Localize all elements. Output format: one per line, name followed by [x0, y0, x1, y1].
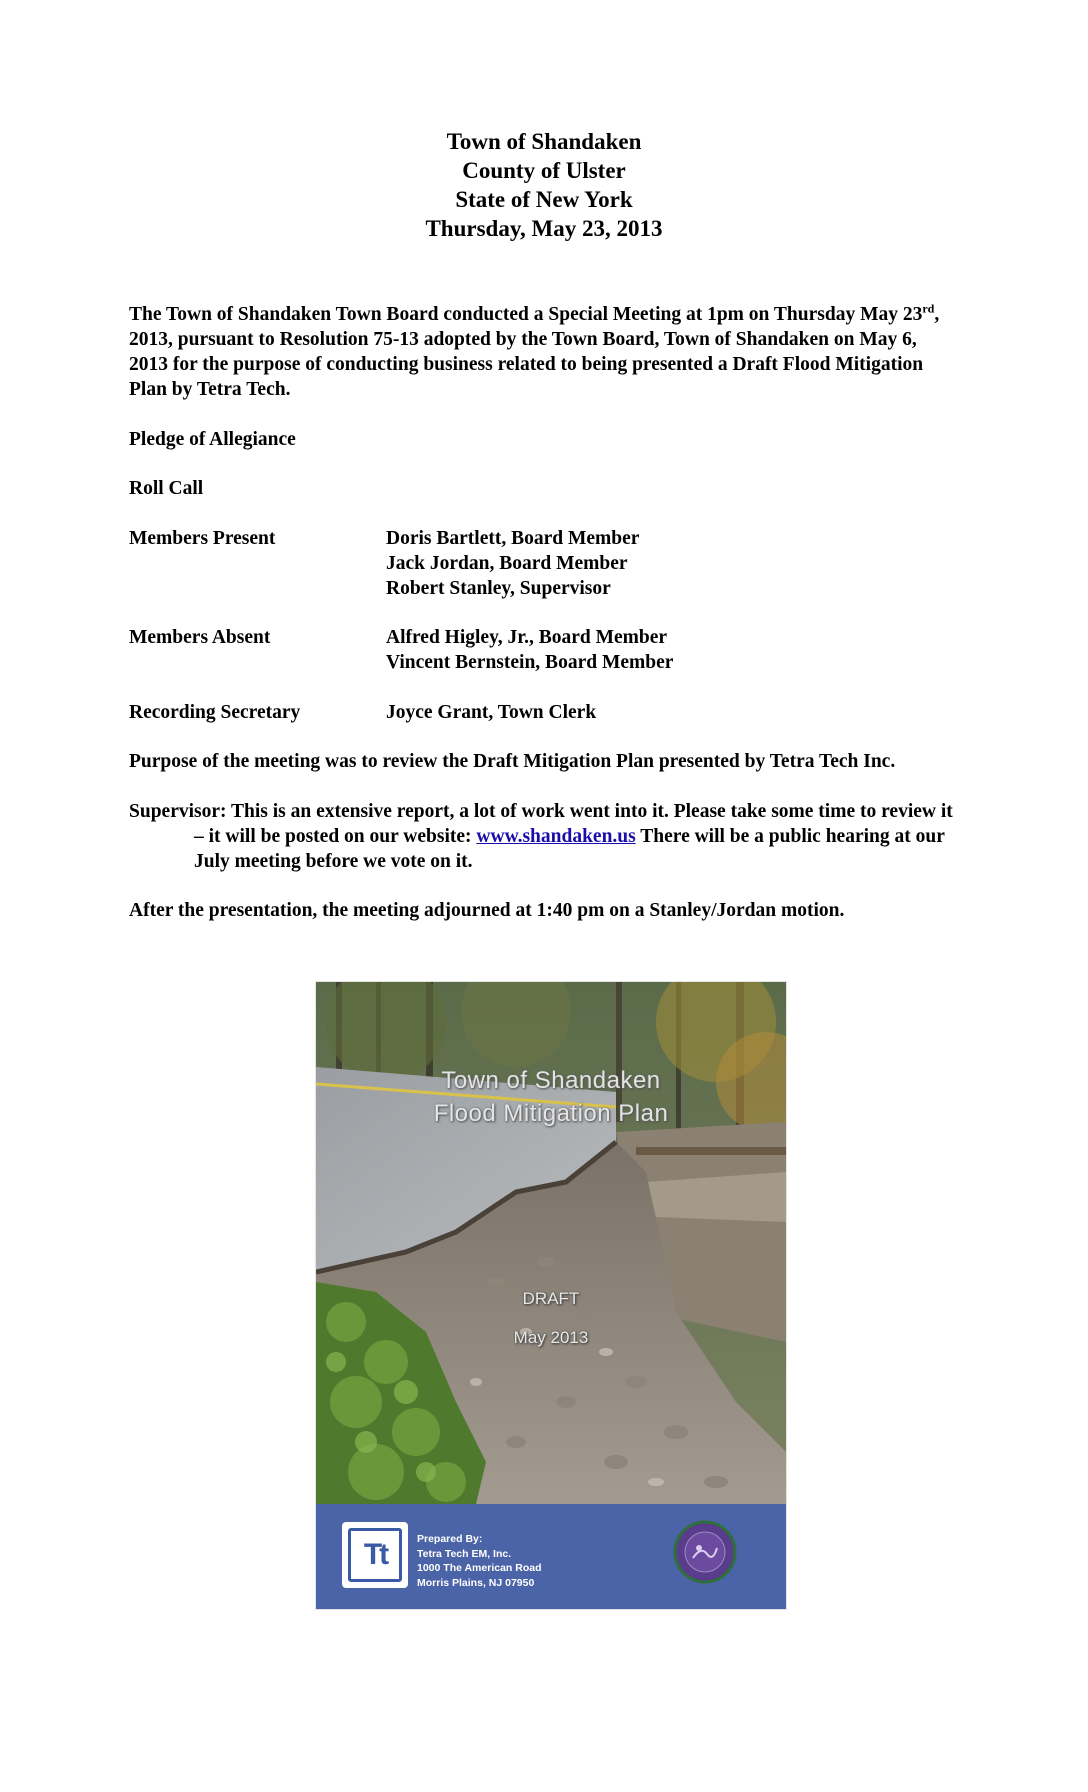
member-name: Alfred Higley, Jr., Board Member — [386, 627, 668, 648]
member-name: Doris Bartlett, Board Member — [386, 528, 640, 549]
cover-draft-label: DRAFT — [522, 1289, 580, 1308]
cover-date: May 2013 — [513, 1328, 589, 1347]
member-name: Vincent Bernstein, Board Member — [386, 652, 674, 673]
roll-call-heading: Roll Call — [129, 478, 204, 499]
member-name: Jack Jordan, Board Member — [386, 553, 628, 574]
header-date: Thursday, May 23, 2013 — [425, 216, 663, 241]
members-present-list — [386, 526, 639, 601]
purpose-paragraph: Purpose of the meeting was to review the Draft Mitigation Plan presented by Tetra Tech Inc. — [129, 751, 896, 772]
shandaken-seal-icon — [673, 1520, 737, 1584]
cover-subtitle: Flood Mitigation Plan — [433, 1100, 669, 1127]
prepared-by-label: Prepared By: — [417, 1533, 483, 1545]
recording-secretary-label: Recording Secretary — [129, 702, 301, 723]
cover-footer-band — [316, 1504, 786, 1609]
prepared-by-street: 1000 The American Road — [417, 1562, 542, 1574]
pledge-heading: Pledge of Allegiance — [129, 429, 296, 450]
members-present-label: Members Present — [129, 528, 276, 549]
intro-text-2: , 2013, pursuant to Resolution 75-13 adopted by the Town Board, Town of Shandaken on May 6, 2013 for the purpose of conducting business related to being presented a Draft Flood Mitigation Plan by Tetra Tech. — [129, 304, 940, 400]
member-name: Robert Stanley, Supervisor — [386, 578, 611, 599]
prepared-by-city: Morris Plains, NJ 07950 — [417, 1576, 535, 1589]
cover-photo — [316, 982, 786, 1504]
cover-title: Town of Shandaken — [441, 1067, 661, 1094]
recording-secretary-name: Joyce Grant, Town Clerk — [386, 702, 597, 723]
document-header — [0, 127, 1088, 243]
supervisor-paragraph — [129, 799, 959, 874]
intro-superscript: rd — [922, 301, 935, 316]
intro-paragraph — [129, 302, 959, 402]
adjourn-paragraph: After the presentation, the meeting adjourned at 1:40 pm on a Stanley/Jordan motion. — [129, 900, 845, 921]
tetra-tech-logo-mark: Tt — [348, 1528, 402, 1582]
supervisor-text-2: There will be a public hearing at our July meeting before we vote on it. — [194, 826, 945, 872]
members-absent-list — [386, 625, 673, 675]
prepared-by-company: Tetra Tech EM, Inc. — [417, 1547, 512, 1560]
intro-text-1: The Town of Shandaken Town Board conducted a Special Meeting at 1pm on Thursday May 23 — [129, 304, 923, 325]
supervisor-text-1: Supervisor: This is an extensive report, a lot of work went into it. Please take some time to review it – it will be posted on our website: — [129, 801, 953, 847]
prepared-by-block — [417, 1532, 542, 1590]
plan-cover-image — [316, 982, 786, 1609]
website-link[interactable]: www.shandaken.us — [476, 826, 636, 847]
header-county: County of Ulster — [462, 158, 626, 183]
header-state: State of New York — [455, 187, 633, 212]
tetra-tech-logo — [342, 1522, 408, 1588]
members-absent-label: Members Absent — [129, 627, 271, 648]
header-town: Town of Shandaken — [446, 129, 642, 154]
